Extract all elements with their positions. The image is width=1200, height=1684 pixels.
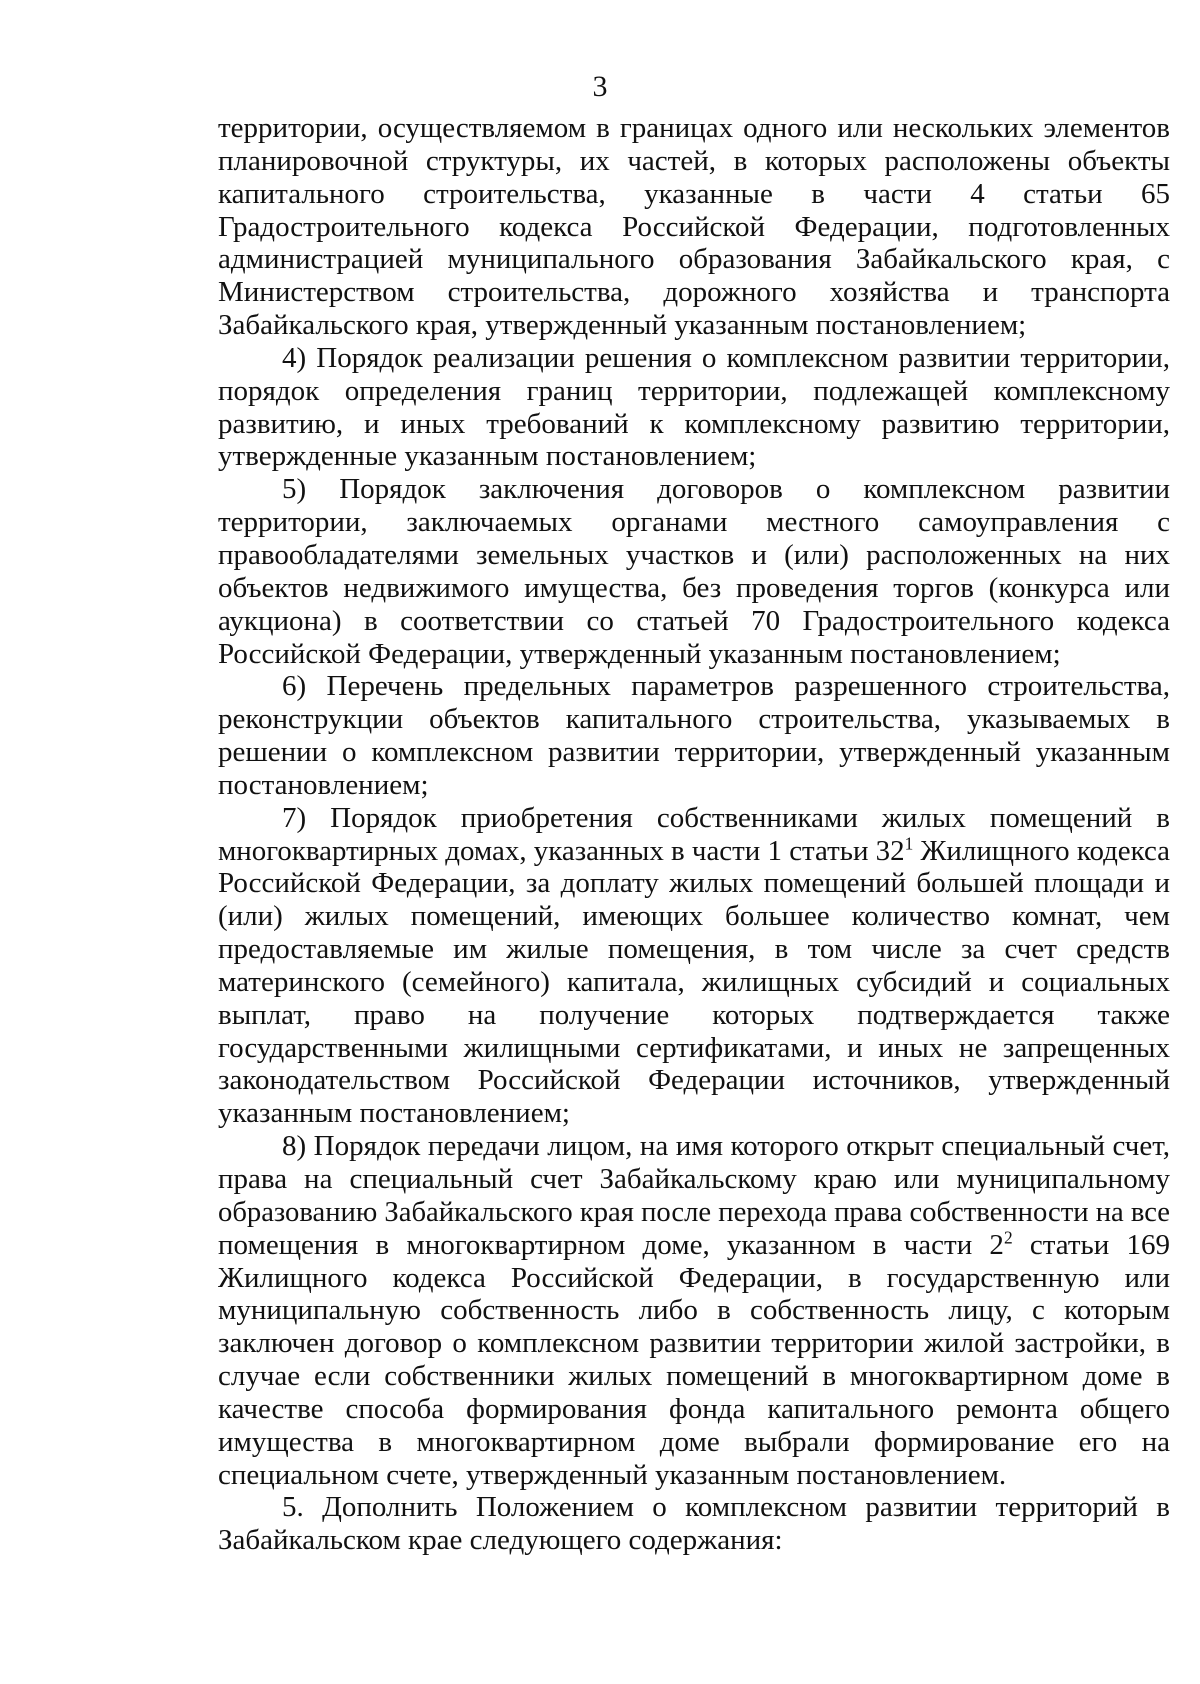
text-line [218,1393,1170,1426]
text-line-content: государственными жилищными сертификатами, и иных не запрещенных [218,1031,1170,1064]
text-line-content: Забайкальском крае следующего содержания: [218,1524,783,1557]
text-line-content: Жилищного кодекса Российской Федерации, в государственную или [218,1261,1170,1294]
text-line-content: (или) жилых помещений, имеющих большее количество комнат, чем [218,900,1170,933]
text-line [218,802,1170,835]
text-line-content: Министерством строительства, дорожного хозяйства и транспорта [218,276,1170,309]
text-line-content: предоставляемые им жилые помещения, в том числе за счет средств [218,933,1170,966]
text-line-content: указанным постановлением; [218,1097,570,1130]
text-line [218,1195,1170,1229]
text-line-content: решении о комплексном развитии территории, утвержденный указанным [218,736,1170,769]
text-line [218,933,1170,966]
text-line-content: территории, осуществляемом в границах одного или нескольких элементов [218,112,1170,144]
text-line [218,473,1170,506]
body-text [218,112,1170,1557]
text-line [218,1163,1170,1196]
text-line [218,1524,1170,1557]
text-line-content: имущества в многоквартирном доме выбрали формирование его на [218,1425,1170,1458]
text-line [218,309,1170,342]
text-line [218,375,1170,408]
text-line-content: 8) Порядок передачи лицом, на имя которого открыт специальный счет, [282,1130,1170,1163]
text-line-content: выплат, право на получение которых подтверждается также [218,998,1170,1031]
text-line [218,211,1170,244]
text-line [218,440,1170,473]
text-line [218,145,1170,178]
text-line-content: многоквартирных домах, указанных в части 1 статьи 32 [218,834,905,867]
text-line-content: 7) Порядок приобретения собственниками жилых помещений в [282,801,1170,834]
text-line-content: 6) Перечень предельных параметров разрешенного строительства, [282,670,1170,703]
text-line [218,1097,1170,1130]
text-line-content: 5. Дополнить Положением о комплексном развитии территорий в [282,1491,1170,1524]
text-line [218,1327,1170,1360]
text-line [218,572,1170,605]
text-line-content: утвержденные указанным постановлением; [218,440,757,473]
text-line [218,539,1170,572]
text-line [218,178,1170,211]
text-line-content: муниципальную собственность либо в собственность лицу, с которым [218,1294,1170,1327]
text-line [218,1064,1170,1097]
text-line [218,867,1170,900]
text-line-content: Российской Федерации, утвержденный указанным постановлением; [218,637,1061,670]
text-line-content: постановлением; [218,768,429,801]
text-line-content: правообладателями земельных участков и (или) расположенных на них [218,538,1170,571]
text-line-content: реконструкции объектов капитального строительства, указываемых в [218,703,1170,736]
text-line [218,1294,1170,1327]
text-line [218,1459,1170,1492]
text-line [218,1360,1170,1393]
text-line-content: планировочной структуры, их частей, в которых расположены объекты [218,144,1170,177]
text-line-content: капитального строительства, указанные в части 4 статьи 65 [218,177,1170,210]
text-line-content: территории, заключаемых органами местного самоуправления с [218,506,1170,539]
text-line-content: качестве способа формирования фонда капитального ремонта общего [218,1392,1170,1425]
text-line [218,769,1170,802]
text-line [218,243,1170,276]
text-line [218,276,1170,309]
text-line-content: развитию, и иных требований к комплексному развитию территории, [218,407,1170,440]
text-line-content: законодательством Российской Федерации источников, утвержденный [218,1064,1170,1097]
text-line [218,832,1170,868]
text-line [218,736,1170,769]
text-line-content: аукциона) в соответствии со статьей 70 Градостроительного кодекса [218,604,1170,637]
page-number: 3 [592,70,608,103]
text-line [218,342,1170,375]
text-line [218,1032,1170,1065]
superscript: 1 [904,832,914,853]
text-line-content: Градостроительного кодекса Российской Федерации, подготовленных [218,210,1170,243]
text-line [218,1491,1170,1524]
text-line-content: помещения в многоквартирном доме, указанном в части 2 [218,1228,1004,1261]
text-line-content: порядок определения границ территории, подлежащей комплексному [218,374,1170,407]
text-line [218,999,1170,1032]
text-line [218,1426,1170,1459]
text-line-content: права на специальный счет Забайкальскому краю или муниципальному [218,1163,1170,1195]
text-line [218,408,1170,441]
superscript: 2 [1003,1227,1013,1248]
text-line [218,1229,1170,1262]
text-line [218,1130,1170,1163]
text-line-tail: статьи 169 [1012,1228,1170,1261]
text-line-content: заключен договор о комплексном развитии территории жилой застройки, в [218,1327,1170,1360]
text-line [218,112,1170,145]
text-line [218,605,1170,638]
text-line [218,703,1170,736]
text-line [218,966,1170,999]
text-line-content: специальном счете, утвержденный указанным постановлением. [218,1458,1007,1491]
text-line [218,1262,1170,1295]
text-line-content: администрацией муниципального образования Забайкальского края, с [218,243,1170,276]
text-line-content: Российской Федерации, за доплату жилых помещений большей площади и [218,867,1170,900]
text-line-content: образованию Забайкальского края после перехода права собственности на все [218,1195,1170,1228]
text-line-content: 5) Порядок заключения договоров о комплексном развитии [282,473,1170,506]
text-line-content: материнского (семейного) капитала, жилищных субсидий и социальных [218,965,1170,998]
text-line [218,638,1170,671]
text-line-content: 4) Порядок реализации решения о комплексном развитии территории, [282,341,1170,374]
text-line [218,506,1170,539]
text-line-content: объектов недвижимого имущества, без проведения торгов (конкурса или [218,571,1170,604]
text-line [218,670,1170,703]
text-line-content: случае если собственники жилых помещений в многоквартирном доме в [218,1360,1170,1393]
text-line [218,900,1170,933]
text-line-content: Забайкальского края, утвержденный указанным постановлением; [218,309,1027,342]
text-line-tail: Жилищного кодекса [913,834,1170,867]
